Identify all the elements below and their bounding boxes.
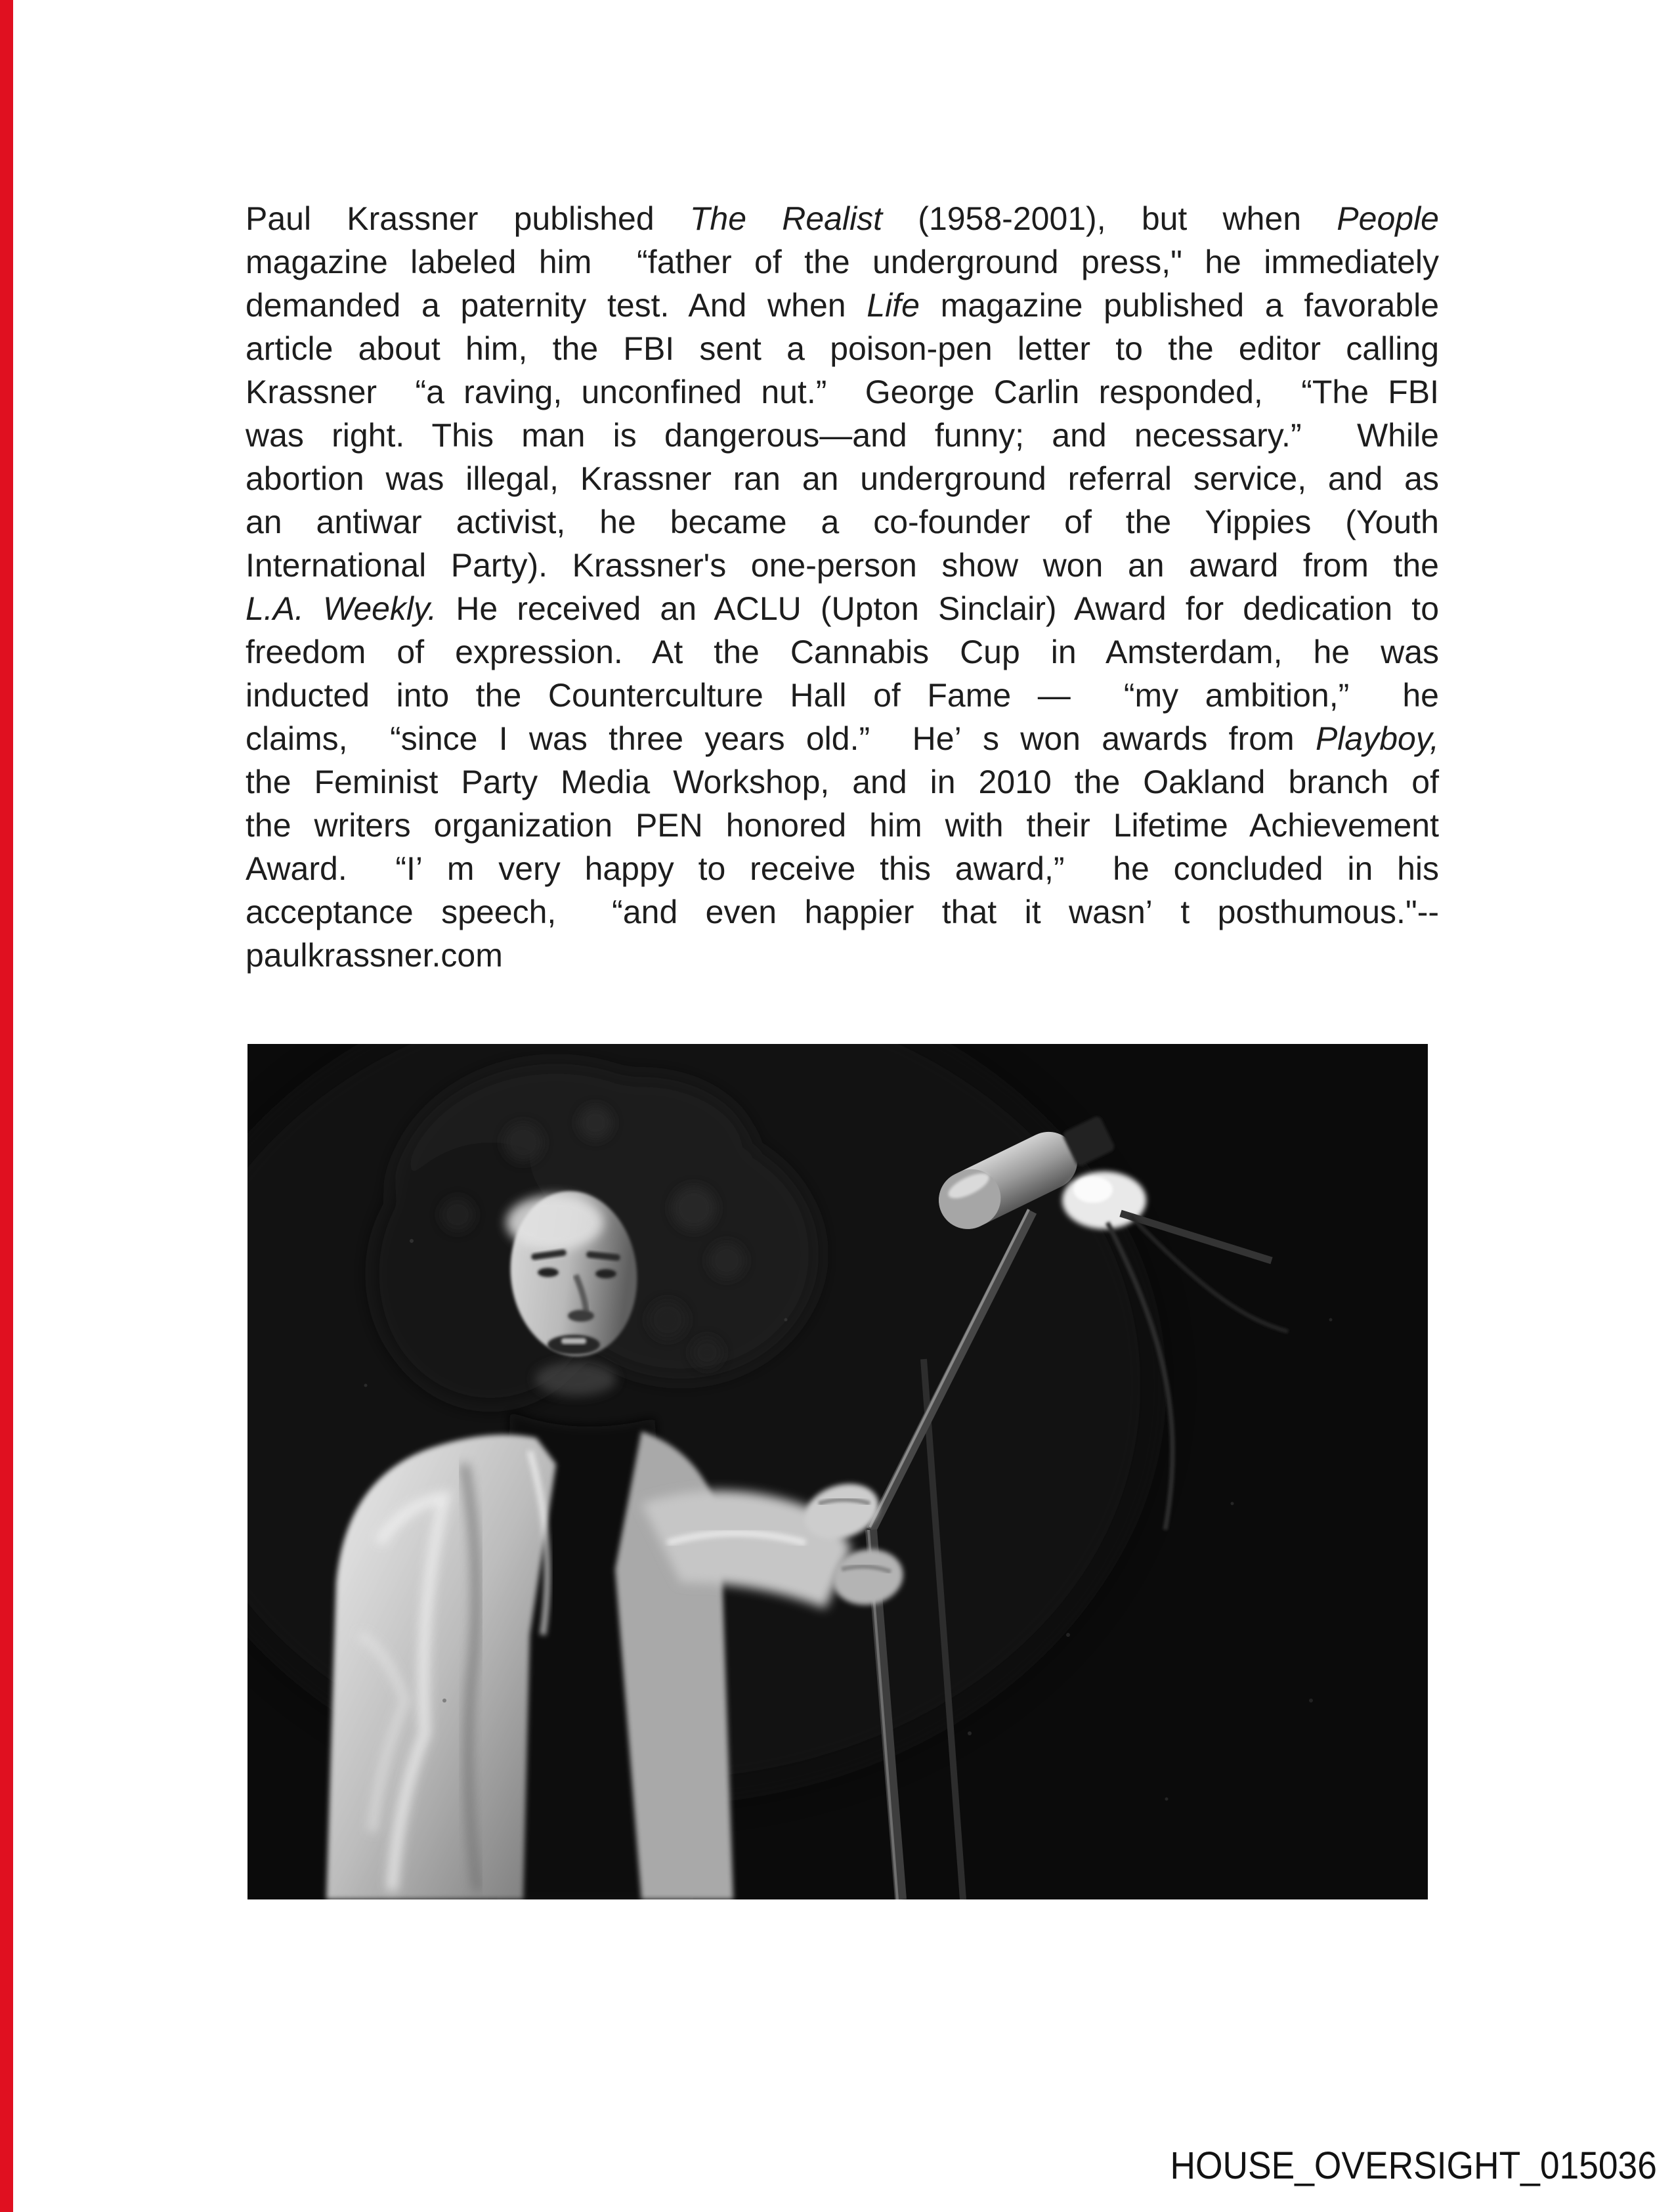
text-segment: magazine labeled him “father of the underground press," he immediately — [246, 244, 1439, 280]
mouth — [547, 1335, 600, 1355]
bates-number: HOUSE_OVERSIGHT_015036 — [1170, 2144, 1657, 2187]
text-line — [246, 890, 1439, 934]
text-segment: (1958-2001), but when — [882, 200, 1337, 237]
text-line — [246, 240, 1439, 284]
text-segment: the writers organization PEN honored him with their Lifetime Achievement — [246, 807, 1439, 844]
stage-photo-illustration — [247, 1044, 1428, 1899]
text-line — [246, 457, 1439, 500]
text-segment: was right. This man is dangerous—and funny; and necessary.” While — [246, 417, 1439, 454]
text-segment: demanded a paternity test. And when — [246, 287, 867, 324]
left-margin-red-line — [0, 0, 13, 2212]
text-line — [246, 847, 1439, 890]
text-line — [246, 587, 1439, 630]
text-segment: Krassner “a raving, unconfined nut.” George Carlin responded, “The FBI — [246, 374, 1439, 410]
text-line — [246, 327, 1439, 370]
text-line — [246, 674, 1439, 717]
text-line — [246, 804, 1439, 847]
eye-right — [595, 1269, 616, 1278]
text-line — [246, 760, 1439, 804]
text-line — [246, 934, 1439, 977]
text-line — [246, 500, 1439, 544]
text-line — [246, 197, 1439, 240]
text-segment: Playboy, — [1315, 720, 1439, 757]
text-segment: The Realist — [689, 200, 883, 237]
text-segment: magazine published a favorable — [919, 287, 1440, 324]
text-segment: an antiwar activist, he became a co-founder of the Yippies (Youth — [246, 504, 1439, 540]
text-segment: the Feminist Party Media Workshop, and in 2010 the Oakland branch of — [246, 764, 1439, 800]
text-segment: Paul Krassner published — [246, 200, 690, 237]
text-line — [246, 284, 1439, 327]
text-segment: People — [1337, 200, 1439, 237]
text-segment: Life — [867, 287, 920, 324]
text-segment: claims, “since I was three years old.” He’ s won awards from — [246, 720, 1316, 757]
text-segment: inducted into the Counterculture Hall of Fame — “my ambition,” he — [246, 677, 1439, 714]
text-segment: freedom of expression. At the Cannabis Cup in Amsterdam, he was — [246, 634, 1439, 670]
text-segment: International Party). Krassner's one-person show won an award from the — [246, 547, 1439, 584]
text-segment: He received an ACLU (Upton Sinclair) Award for dedication to — [437, 590, 1440, 627]
text-segment: paulkrassner.com — [246, 937, 503, 974]
text-line — [246, 414, 1439, 457]
text-segment: acceptance speech, “and even happier that it wasn’ t posthumous."-- — [246, 894, 1439, 930]
text-line — [246, 370, 1439, 414]
text-line — [246, 717, 1439, 760]
krassner-photo — [247, 1044, 1428, 1899]
text-line — [246, 630, 1439, 674]
text-line — [246, 544, 1439, 587]
text-segment: article about him, the FBI sent a poison-pen letter to the editor calling — [246, 330, 1439, 367]
text-segment: abortion was illegal, Krassner ran an underground referral service, and as — [246, 460, 1439, 497]
eye-left — [538, 1268, 559, 1277]
bio-paragraph — [246, 197, 1439, 977]
text-segment: Award. “I’ m very happy to receive this award,” he concluded in his — [246, 850, 1439, 887]
text-segment: L.A. Weekly. — [246, 590, 437, 627]
